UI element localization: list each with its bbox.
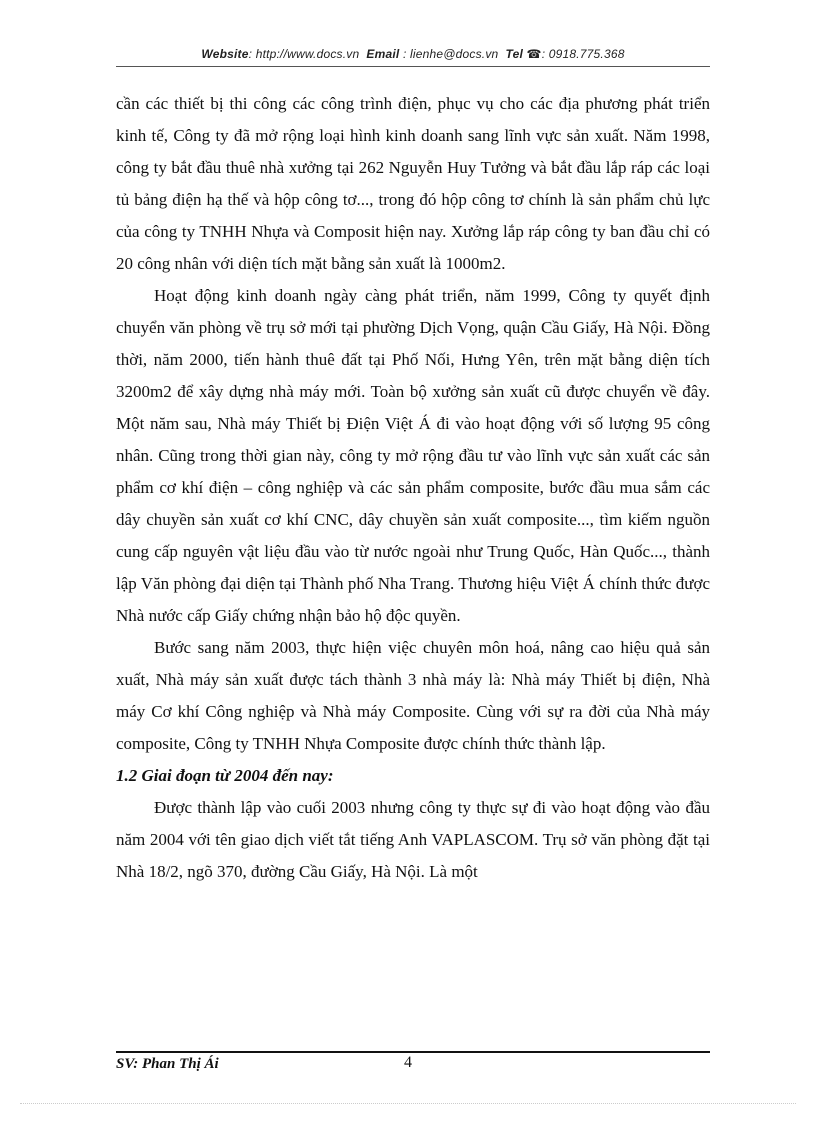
header-divider (116, 66, 710, 67)
paragraph-1: cần các thiết bị thi công các công trình điện, phục vụ cho các địa phương phát triển kinh tế, Công ty đã mở rộng loại hình kinh doanh sang lĩnh vực sản xuất. Năm 1998, công ty bắt đầu thuê nhà xưởng tại 262 Nguyễn Huy Tưởng và bắt đầu lắp ráp các loại tủ bảng điện hạ thế và hộp công tơ..., trong đó hộp công tơ chính là sản phẩm chủ lực của công ty TNHH Nhựa và Composit hiện nay. Xưởng lắp ráp công ty ban đầu chỉ có 20 công nhân với diện tích mặt bằng sản xuất là 1000m2. (116, 94, 710, 273)
website-value: : http://www.docs.vn (248, 47, 360, 61)
tel-value: : 0918.775.368 (541, 47, 625, 61)
document-body (116, 88, 710, 888)
email-label: Email (366, 47, 400, 61)
tel-label: Tel ☎ (505, 47, 542, 61)
paragraph-2: Hoạt động kinh doanh ngày càng phát triển, năm 1999, Công ty quyết định chuyển văn phòng về trụ sở mới tại phường Dịch Vọng, quận Cầu Giấy, Hà Nội. Đồng thời, năm 2000, tiến hành thuê đất tại Phố Nối, Hưng Yên, trên mặt bằng diện tích 3200m2 để xây dựng nhà máy mới. Toàn bộ xưởng sản xuất cũ được chuyển về đây. Một năm sau, Nhà máy Thiết bị Điện Việt Á đi vào hoạt động với số lượng 95 công nhân. Cũng trong thời gian này, công ty mở rộng đầu tư vào lĩnh vực sản xuất các sản phẩm cơ khí điện – công nghiệp và các sản phẩm composite, bước đầu mua sắm các dây chuyền sản xuất cơ khí CNC, dây chuyền sản xuất composite..., tìm kiếm nguồn cung cấp nguyên vật liệu đầu vào từ nước ngoài như Trung Quốc, Hàn Quốc..., thành lập Văn phòng đại diện tại Thành phố Nha Trang. Thương hiệu Việt Á chính thức được Nhà nước cấp Giấy chứng nhận bảo hộ độc quyền. (116, 286, 710, 625)
footer-student-name: SV: Phan Thị Ái (116, 1056, 219, 1072)
page-header (116, 47, 710, 61)
section-paragraph: Được thành lập vào cuối 2003 nhưng công ty thực sự đi vào hoạt động vào đầu năm 2004 với tên giao dịch viết tắt tiếng Anh VAPLASCOM. Trụ sở văn phòng đặt tại Nhà 18/2, ngõ 370, đường Cầu Giấy, Hà Nội. Là một (116, 798, 710, 881)
email-value: : lienhe@docs.vn (402, 47, 499, 61)
page-number: 4 (404, 1054, 412, 1071)
page-bottom-border (20, 1103, 796, 1104)
footer-divider (116, 1051, 710, 1053)
section-heading: 1.2 Giai đoạn từ 2004 đến nay: (116, 766, 334, 785)
website-label: Website (201, 47, 249, 61)
paragraph-3: Bước sang năm 2003, thực hiện việc chuyên môn hoá, nâng cao hiệu quả sản xuất, Nhà máy sản xuất được tách thành 3 nhà máy là: Nhà máy Thiết bị điện, Nhà máy Cơ khí Công nghiệp và Nhà máy Composite. Cùng với sự ra đời của Nhà máy composite, Công ty TNHH Nhựa Composite được chính thức thành lập. (116, 638, 710, 753)
